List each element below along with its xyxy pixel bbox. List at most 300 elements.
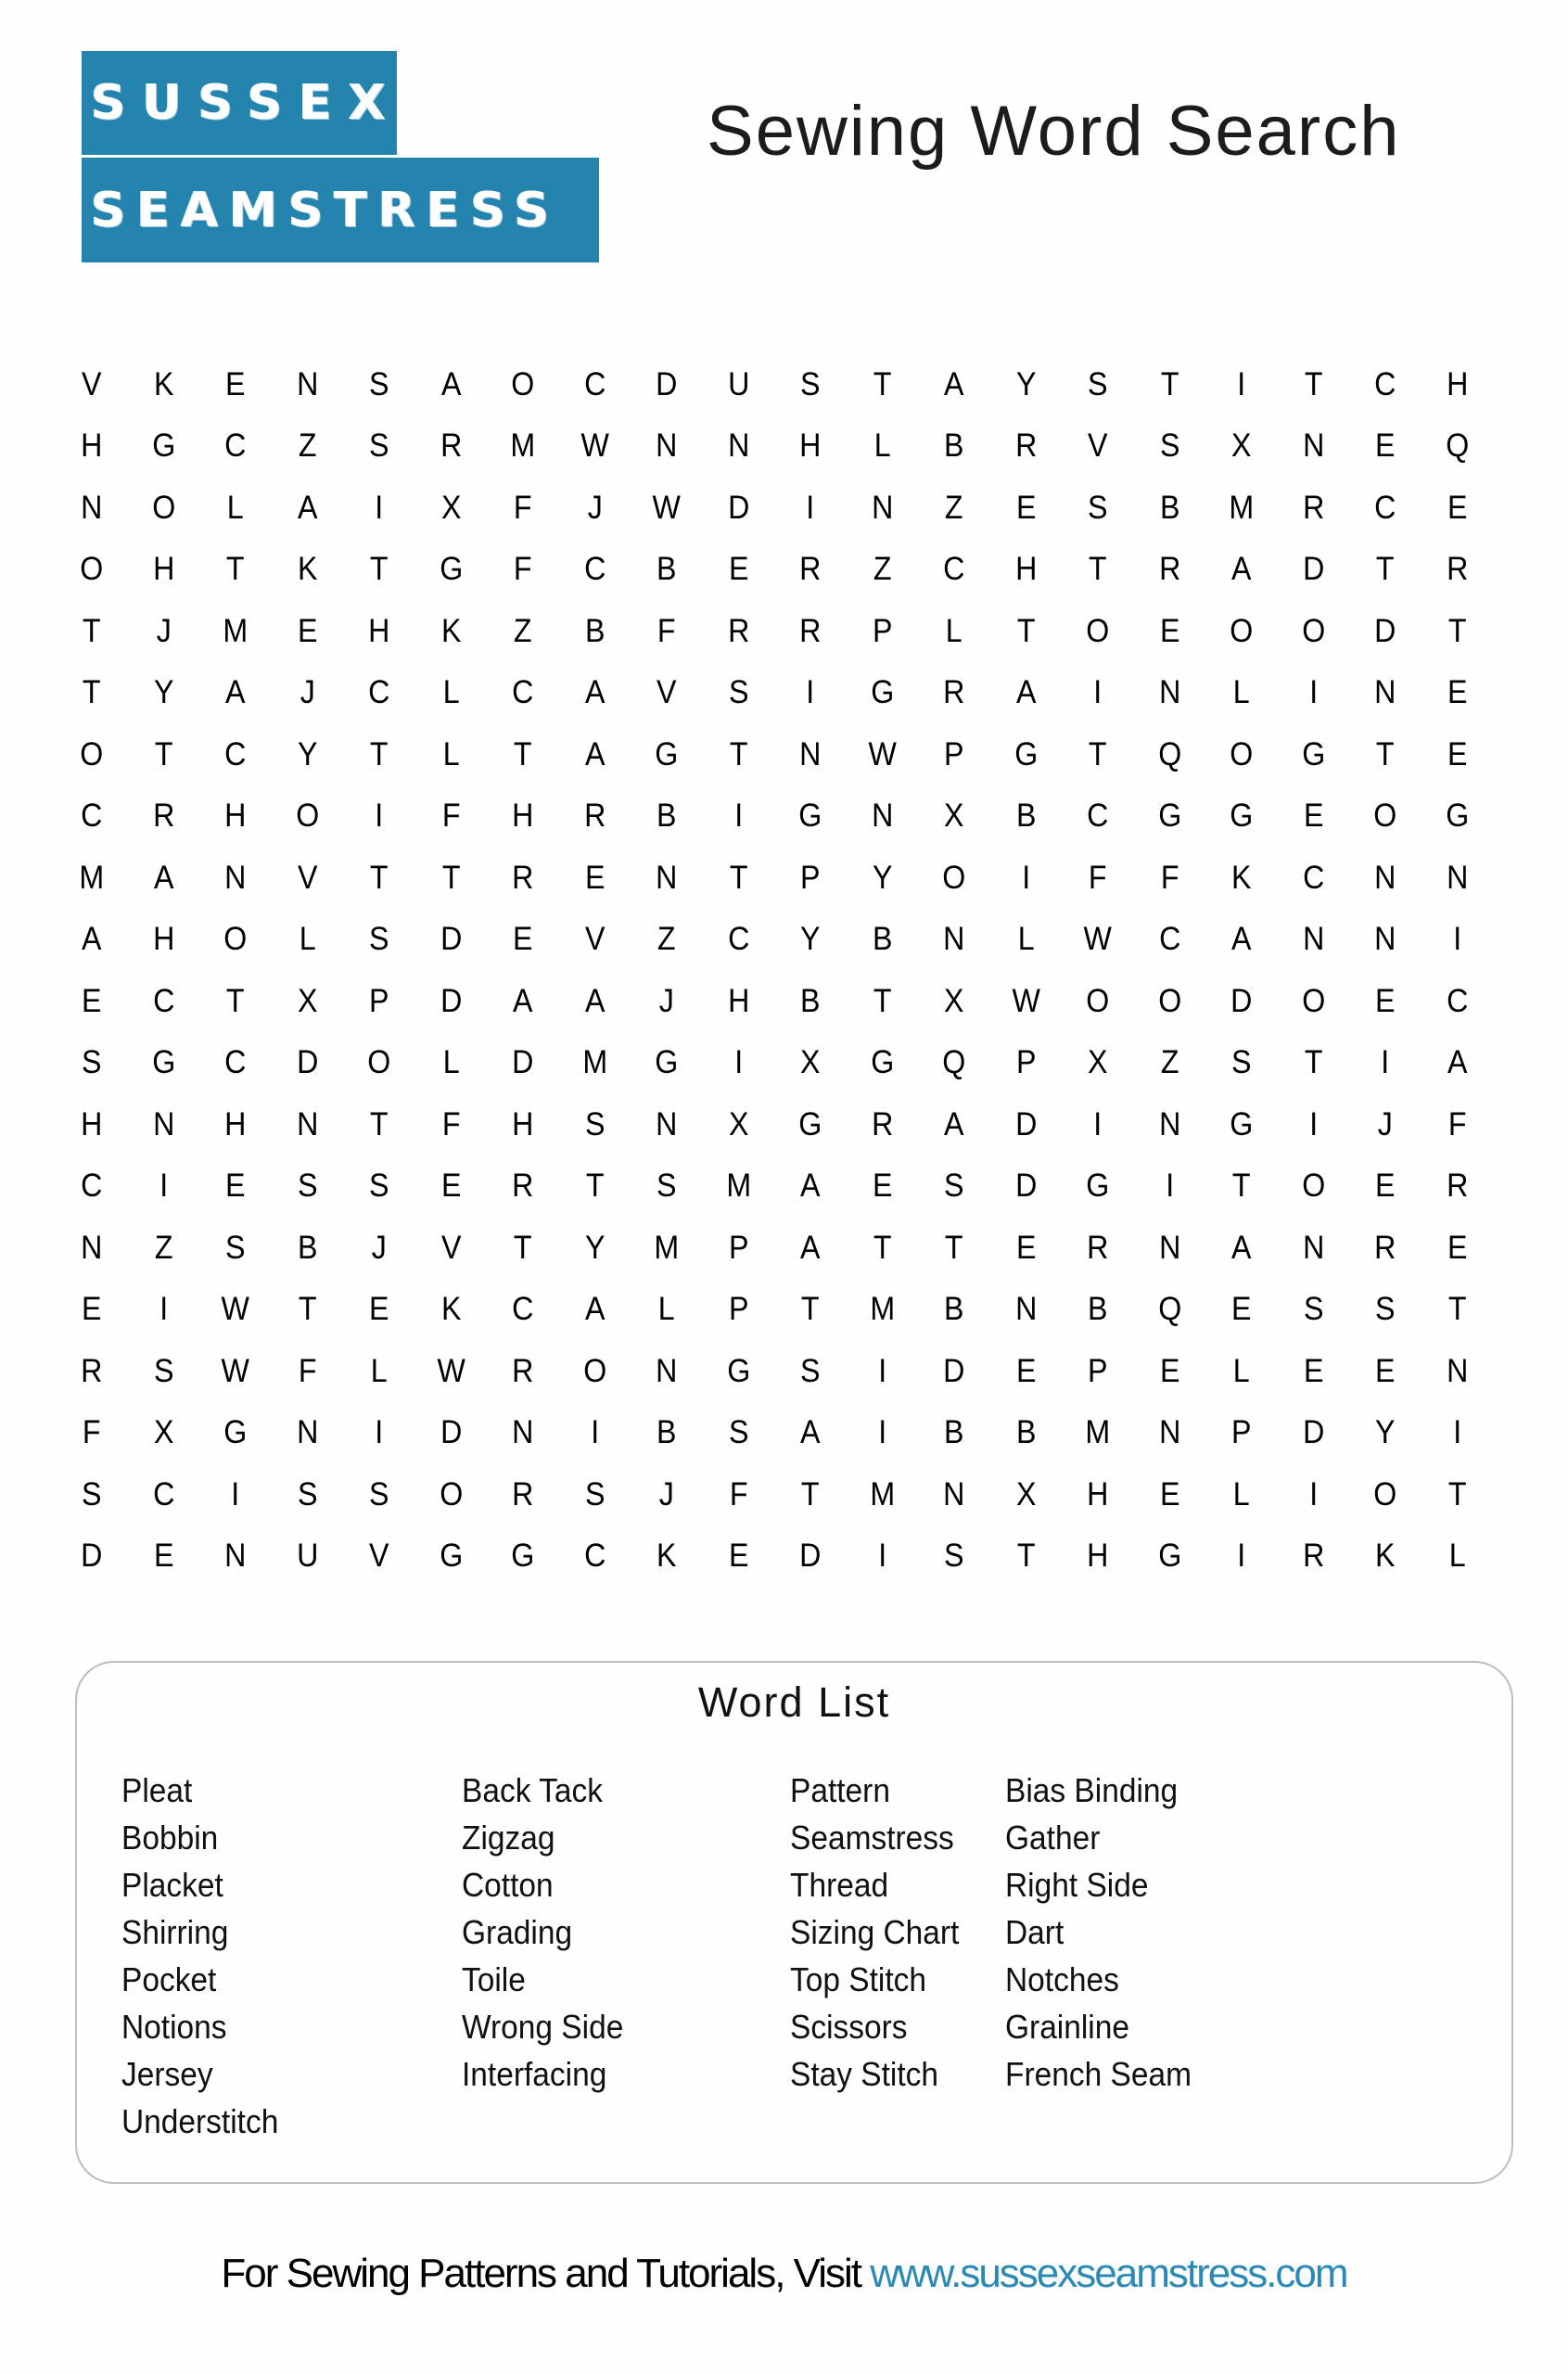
grid-cell[interactable]: G xyxy=(1301,735,1325,772)
grid-cell[interactable]: O xyxy=(511,365,535,402)
grid-cell[interactable]: S xyxy=(1230,1044,1252,1081)
grid-cell[interactable]: C xyxy=(224,428,247,465)
grid-cell[interactable]: C xyxy=(224,735,247,772)
grid-cell[interactable]: C xyxy=(512,1291,534,1328)
grid-cell[interactable]: B xyxy=(584,612,605,649)
grid-cell[interactable]: D xyxy=(943,1352,965,1389)
grid-cell[interactable]: L xyxy=(226,489,244,526)
grid-cell[interactable]: Y xyxy=(297,735,317,772)
grid-cell[interactable]: G xyxy=(870,1044,894,1081)
grid-cell[interactable]: O xyxy=(295,798,319,835)
grid-cell[interactable]: R xyxy=(81,1352,103,1389)
grid-cell[interactable]: E xyxy=(1159,612,1179,649)
grid-cell[interactable]: T xyxy=(1088,735,1107,772)
grid-cell[interactable]: F xyxy=(298,1352,317,1389)
grid-cell[interactable]: K xyxy=(1374,1538,1396,1575)
grid-cell[interactable]: O xyxy=(80,735,104,772)
grid-cell[interactable]: Q xyxy=(942,1044,966,1081)
grid-cell[interactable]: S xyxy=(584,1475,605,1512)
grid-cell[interactable]: T xyxy=(944,1229,963,1266)
grid-cell[interactable]: W xyxy=(652,489,681,526)
grid-cell[interactable]: T xyxy=(225,551,245,588)
grid-cell[interactable]: I xyxy=(1452,921,1461,958)
grid-cell[interactable]: C xyxy=(81,798,103,835)
grid-cell[interactable]: N xyxy=(296,1105,318,1142)
grid-cell[interactable]: N xyxy=(296,365,318,402)
grid-cell[interactable]: J xyxy=(300,674,315,711)
grid-cell[interactable]: E xyxy=(1374,428,1396,465)
grid-cell[interactable]: S xyxy=(656,1168,677,1205)
grid-cell[interactable]: C xyxy=(368,674,390,711)
grid-cell[interactable]: A xyxy=(1230,551,1252,588)
grid-cell[interactable]: H xyxy=(1446,365,1468,402)
grid-cell[interactable]: J xyxy=(658,982,674,1019)
grid-cell[interactable]: T xyxy=(82,612,101,649)
grid-cell[interactable]: N xyxy=(1302,921,1324,958)
grid-cell[interactable]: G xyxy=(798,1105,822,1142)
grid-cell[interactable]: F xyxy=(1160,859,1179,896)
grid-cell[interactable]: I xyxy=(877,1352,886,1389)
grid-cell[interactable]: I xyxy=(1308,1475,1318,1512)
grid-cell[interactable]: G xyxy=(223,1414,248,1451)
grid-cell[interactable]: O xyxy=(1230,612,1254,649)
grid-cell[interactable]: H xyxy=(152,921,174,958)
grid-cell[interactable]: E xyxy=(224,1168,246,1205)
grid-cell[interactable]: I xyxy=(877,1414,886,1451)
grid-cell[interactable]: O xyxy=(223,921,248,958)
grid-cell[interactable]: K xyxy=(153,365,173,402)
grid-cell[interactable]: Y xyxy=(872,859,892,896)
grid-cell[interactable]: W xyxy=(221,1291,249,1328)
grid-cell[interactable]: X xyxy=(728,1105,748,1142)
grid-cell[interactable]: V xyxy=(1087,428,1108,465)
grid-cell[interactable]: S xyxy=(368,1475,389,1512)
grid-cell[interactable]: B xyxy=(943,1291,964,1328)
grid-cell[interactable]: P xyxy=(1087,1352,1108,1389)
grid-cell[interactable]: T xyxy=(1447,1475,1467,1512)
grid-cell[interactable]: I xyxy=(1308,674,1318,711)
grid-cell[interactable]: S xyxy=(297,1475,317,1512)
grid-cell[interactable]: H xyxy=(81,428,103,465)
grid-cell[interactable]: P xyxy=(872,612,892,649)
grid-cell[interactable]: N xyxy=(1014,1291,1037,1328)
grid-cell[interactable]: O xyxy=(439,1475,463,1512)
grid-cell[interactable]: L xyxy=(442,735,460,772)
grid-cell[interactable]: A xyxy=(799,1414,821,1451)
grid-cell[interactable]: P xyxy=(728,1291,748,1328)
grid-cell[interactable]: R xyxy=(1302,489,1324,526)
grid-cell[interactable]: S xyxy=(368,365,389,402)
grid-cell[interactable]: T xyxy=(1016,1538,1036,1575)
grid-cell[interactable]: E xyxy=(81,982,102,1019)
grid-cell[interactable]: I xyxy=(590,1414,599,1451)
grid-cell[interactable]: N xyxy=(871,489,893,526)
grid-cell[interactable]: K xyxy=(656,1538,677,1575)
grid-cell[interactable]: Z xyxy=(944,489,963,526)
grid-cell[interactable]: C xyxy=(1374,489,1396,526)
grid-cell[interactable]: S xyxy=(81,1044,102,1081)
grid-cell[interactable]: T xyxy=(1375,735,1395,772)
grid-cell[interactable]: B xyxy=(656,798,677,835)
grid-cell[interactable]: T xyxy=(800,1475,820,1512)
grid-cell[interactable]: E xyxy=(297,612,317,649)
grid-cell[interactable]: E xyxy=(512,921,533,958)
grid-cell[interactable]: T xyxy=(729,735,748,772)
grid-cell[interactable]: P xyxy=(368,982,389,1019)
grid-cell[interactable]: E xyxy=(1374,982,1396,1019)
grid-cell[interactable]: W xyxy=(1083,921,1112,958)
grid-cell[interactable]: I xyxy=(375,1414,384,1451)
grid-cell[interactable]: H xyxy=(799,428,822,465)
grid-cell[interactable]: T xyxy=(1160,365,1179,402)
grid-cell[interactable]: S xyxy=(224,1229,246,1266)
grid-cell[interactable]: E xyxy=(1447,735,1467,772)
grid-cell[interactable]: M xyxy=(869,1475,895,1512)
grid-cell[interactable]: I xyxy=(159,1291,168,1328)
grid-cell[interactable]: L xyxy=(1232,1352,1250,1389)
grid-cell[interactable]: G xyxy=(439,1538,463,1575)
grid-cell[interactable]: F xyxy=(441,1105,461,1142)
grid-cell[interactable]: O xyxy=(1301,612,1325,649)
grid-cell[interactable]: L xyxy=(370,1352,388,1389)
grid-cell[interactable]: E xyxy=(1447,1229,1467,1266)
grid-cell[interactable]: V xyxy=(297,859,317,896)
grid-cell[interactable]: N xyxy=(656,1105,678,1142)
grid-cell[interactable]: B xyxy=(656,1414,677,1451)
grid-cell[interactable]: J xyxy=(156,612,172,649)
grid-cell[interactable]: G xyxy=(1157,798,1181,835)
grid-cell[interactable]: I xyxy=(1021,859,1030,896)
grid-cell[interactable]: S xyxy=(1159,428,1179,465)
grid-cell[interactable]: G xyxy=(1086,1168,1110,1205)
grid-cell[interactable]: E xyxy=(1159,1475,1179,1512)
grid-cell[interactable]: N xyxy=(1302,428,1324,465)
grid-cell[interactable]: G xyxy=(151,1044,175,1081)
grid-cell[interactable]: N xyxy=(1446,1352,1468,1389)
grid-cell[interactable]: B xyxy=(297,1229,317,1266)
grid-cell[interactable]: Z xyxy=(298,428,317,465)
grid-cell[interactable]: D xyxy=(1302,1414,1324,1451)
grid-cell[interactable]: I xyxy=(231,1475,240,1512)
grid-cell[interactable]: R xyxy=(512,859,534,896)
grid-cell[interactable]: L xyxy=(657,1291,675,1328)
grid-cell[interactable]: R xyxy=(871,1105,893,1142)
grid-cell[interactable]: T xyxy=(1375,551,1395,588)
grid-cell[interactable]: C xyxy=(943,551,965,588)
grid-cell[interactable]: H xyxy=(512,798,534,835)
grid-cell[interactable]: P xyxy=(1015,1044,1036,1081)
grid-cell[interactable]: J xyxy=(371,1229,387,1266)
grid-cell[interactable]: S xyxy=(1087,489,1108,526)
grid-cell[interactable]: V xyxy=(368,1538,389,1575)
grid-cell[interactable]: I xyxy=(1237,1538,1246,1575)
grid-cell[interactable]: E xyxy=(872,1168,892,1205)
grid-cell[interactable]: X xyxy=(297,982,317,1019)
grid-cell[interactable]: Y xyxy=(1374,1414,1396,1451)
grid-cell[interactable]: G xyxy=(1157,1538,1181,1575)
grid-cell[interactable]: T xyxy=(225,982,245,1019)
grid-cell[interactable]: T xyxy=(513,1229,532,1266)
grid-cell[interactable]: N xyxy=(943,1475,965,1512)
grid-cell[interactable]: B xyxy=(872,921,892,958)
grid-cell[interactable]: V xyxy=(584,921,605,958)
grid-cell[interactable]: N xyxy=(296,1414,318,1451)
grid-cell[interactable]: I xyxy=(375,798,384,835)
grid-cell[interactable]: T xyxy=(1447,612,1467,649)
grid-cell[interactable]: G xyxy=(655,735,679,772)
grid-cell[interactable]: D xyxy=(1014,1168,1037,1205)
grid-cell[interactable]: M xyxy=(510,428,536,465)
grid-cell[interactable]: S xyxy=(368,921,389,958)
grid-cell[interactable]: A xyxy=(1230,921,1252,958)
grid-cell[interactable]: H xyxy=(224,1105,247,1142)
grid-cell[interactable]: D xyxy=(512,1044,534,1081)
grid-cell[interactable]: R xyxy=(1446,1168,1468,1205)
grid-cell[interactable]: R xyxy=(1087,1229,1109,1266)
grid-cell[interactable]: B xyxy=(799,982,821,1019)
grid-cell[interactable]: G xyxy=(655,1044,679,1081)
grid-cell[interactable]: T xyxy=(369,859,389,896)
grid-cell[interactable]: N xyxy=(1158,1105,1180,1142)
grid-cell[interactable]: T xyxy=(585,1168,605,1205)
grid-cell[interactable]: A xyxy=(81,921,102,958)
grid-cell[interactable]: M xyxy=(869,1291,895,1328)
grid-cell[interactable]: T xyxy=(369,1105,389,1142)
grid-cell[interactable]: I xyxy=(159,1168,168,1205)
grid-cell[interactable]: D xyxy=(1374,612,1396,649)
grid-cell[interactable]: Q xyxy=(1157,1291,1181,1328)
grid-cell[interactable]: E xyxy=(584,859,605,896)
grid-cell[interactable]: T xyxy=(729,859,748,896)
grid-cell[interactable]: K xyxy=(1230,859,1252,896)
grid-cell[interactable]: G xyxy=(151,428,175,465)
grid-cell[interactable]: L xyxy=(442,1044,460,1081)
grid-cell[interactable]: G xyxy=(798,798,822,835)
grid-cell[interactable]: H xyxy=(81,1105,103,1142)
grid-cell[interactable]: S xyxy=(1303,1291,1323,1328)
grid-cell[interactable]: T xyxy=(1447,1291,1467,1328)
grid-cell[interactable]: O xyxy=(80,551,104,588)
grid-cell[interactable]: X xyxy=(943,798,964,835)
grid-cell[interactable]: S xyxy=(584,1105,605,1142)
grid-cell[interactable]: C xyxy=(1158,921,1180,958)
grid-cell[interactable]: J xyxy=(1377,1105,1393,1142)
grid-cell[interactable]: E xyxy=(1015,1352,1036,1389)
grid-cell[interactable]: H xyxy=(1087,1538,1109,1575)
grid-cell[interactable]: S xyxy=(368,1168,389,1205)
grid-cell[interactable]: D xyxy=(727,489,749,526)
grid-cell[interactable]: F xyxy=(729,1475,748,1512)
grid-cell[interactable]: F xyxy=(441,798,461,835)
grid-cell[interactable]: E xyxy=(1447,489,1467,526)
grid-cell[interactable]: O xyxy=(1373,798,1397,835)
grid-cell[interactable]: J xyxy=(587,489,603,526)
grid-cell[interactable]: T xyxy=(82,674,101,711)
grid-cell[interactable]: R xyxy=(799,612,822,649)
grid-cell[interactable]: F xyxy=(1088,859,1107,896)
grid-cell[interactable]: Y xyxy=(799,921,821,958)
grid-cell[interactable]: T xyxy=(873,365,892,402)
grid-cell[interactable]: I xyxy=(733,1044,743,1081)
grid-cell[interactable]: R xyxy=(152,798,174,835)
grid-cell[interactable]: C xyxy=(81,1168,103,1205)
grid-cell[interactable]: S xyxy=(799,1352,821,1389)
grid-cell[interactable]: E xyxy=(368,1291,389,1328)
grid-cell[interactable]: O xyxy=(367,1044,391,1081)
grid-cell[interactable]: E xyxy=(1303,798,1323,835)
grid-cell[interactable]: S xyxy=(728,674,748,711)
grid-cell[interactable]: T xyxy=(513,735,532,772)
grid-cell[interactable]: N xyxy=(81,489,103,526)
grid-cell[interactable]: E xyxy=(153,1538,173,1575)
grid-cell[interactable]: T xyxy=(800,1291,820,1328)
grid-cell[interactable]: E xyxy=(81,1291,102,1328)
grid-cell[interactable]: W xyxy=(437,1352,465,1389)
grid-cell[interactable]: D xyxy=(296,1044,318,1081)
grid-cell[interactable]: S xyxy=(1374,1291,1396,1328)
grid-cell[interactable]: X xyxy=(1230,428,1252,465)
grid-cell[interactable]: M xyxy=(1229,489,1255,526)
grid-cell[interactable]: N xyxy=(1158,1229,1180,1266)
grid-cell[interactable]: M xyxy=(223,612,249,649)
grid-cell[interactable]: Z xyxy=(1160,1044,1179,1081)
grid-cell[interactable]: A xyxy=(512,982,533,1019)
grid-cell[interactable]: C xyxy=(583,551,606,588)
grid-cell[interactable]: M xyxy=(654,1229,680,1266)
grid-cell[interactable]: H xyxy=(1087,1475,1109,1512)
grid-cell[interactable]: N xyxy=(656,428,678,465)
grid-cell[interactable]: O xyxy=(1157,982,1181,1019)
grid-cell[interactable]: O xyxy=(582,1352,606,1389)
grid-cell[interactable]: K xyxy=(440,612,461,649)
grid-cell[interactable]: R xyxy=(1446,551,1468,588)
grid-cell[interactable]: T xyxy=(298,1291,317,1328)
grid-cell[interactable]: N xyxy=(799,735,822,772)
grid-cell[interactable]: D xyxy=(1230,982,1253,1019)
grid-cell[interactable]: H xyxy=(1014,551,1037,588)
grid-cell[interactable]: P xyxy=(799,859,821,896)
grid-cell[interactable]: C xyxy=(1302,859,1324,896)
grid-cell[interactable]: T xyxy=(154,735,173,772)
grid-cell[interactable]: E xyxy=(440,1168,461,1205)
grid-cell[interactable]: Y xyxy=(1015,365,1036,402)
grid-cell[interactable]: C xyxy=(1087,798,1109,835)
grid-cell[interactable]: T xyxy=(873,982,892,1019)
grid-cell[interactable]: Y xyxy=(584,1229,605,1266)
website-link[interactable]: www.sussexseamstress.com xyxy=(870,2251,1347,2296)
grid-cell[interactable]: D xyxy=(799,1538,822,1575)
grid-cell[interactable]: F xyxy=(82,1414,101,1451)
grid-cell[interactable]: S xyxy=(799,365,821,402)
grid-cell[interactable]: S xyxy=(728,1414,748,1451)
grid-cell[interactable]: Z xyxy=(873,551,892,588)
grid-cell[interactable]: A xyxy=(153,859,173,896)
grid-cell[interactable]: Q xyxy=(1445,428,1469,465)
grid-cell[interactable]: A xyxy=(1015,674,1036,711)
grid-cell[interactable]: E xyxy=(728,1538,748,1575)
grid-cell[interactable]: R xyxy=(1014,428,1037,465)
grid-cell[interactable]: E xyxy=(224,365,246,402)
grid-cell[interactable]: E xyxy=(1015,1229,1036,1266)
grid-cell[interactable]: V xyxy=(440,1229,461,1266)
grid-cell[interactable]: N xyxy=(1374,921,1396,958)
grid-cell[interactable]: S xyxy=(368,428,389,465)
grid-cell[interactable]: E xyxy=(1159,1352,1179,1389)
grid-cell[interactable]: M xyxy=(725,1168,751,1205)
grid-cell[interactable]: O xyxy=(1086,982,1110,1019)
grid-cell[interactable]: N xyxy=(1158,674,1180,711)
grid-cell[interactable]: G xyxy=(726,1352,750,1389)
grid-cell[interactable]: W xyxy=(221,1352,249,1389)
grid-cell[interactable]: E xyxy=(1374,1352,1396,1389)
grid-cell[interactable]: W xyxy=(580,428,609,465)
grid-cell[interactable]: R xyxy=(512,1352,534,1389)
grid-cell[interactable]: B xyxy=(1015,1414,1036,1451)
grid-cell[interactable]: D xyxy=(440,921,462,958)
grid-cell[interactable]: A xyxy=(584,674,605,711)
grid-cell[interactable]: W xyxy=(1012,982,1040,1019)
grid-cell[interactable]: A xyxy=(224,674,246,711)
grid-cell[interactable]: W xyxy=(868,735,897,772)
grid-cell[interactable]: A xyxy=(584,982,605,1019)
grid-cell[interactable]: G xyxy=(1013,735,1038,772)
grid-cell[interactable]: I xyxy=(806,489,815,526)
grid-cell[interactable]: N xyxy=(1374,859,1396,896)
grid-cell[interactable]: N xyxy=(1158,1414,1180,1451)
grid-cell[interactable]: O xyxy=(1301,1168,1325,1205)
grid-cell[interactable]: I xyxy=(1308,1105,1318,1142)
grid-cell[interactable]: P xyxy=(1230,1414,1252,1451)
grid-cell[interactable]: V xyxy=(656,674,677,711)
grid-cell[interactable]: S xyxy=(81,1475,102,1512)
grid-cell[interactable]: H xyxy=(224,798,247,835)
grid-cell[interactable]: G xyxy=(1230,798,1254,835)
grid-cell[interactable]: H xyxy=(368,612,390,649)
grid-cell[interactable]: X xyxy=(153,1414,173,1451)
grid-cell[interactable]: E xyxy=(728,551,748,588)
grid-cell[interactable]: C xyxy=(152,982,174,1019)
grid-cell[interactable]: T xyxy=(369,735,389,772)
grid-cell[interactable]: A xyxy=(943,1105,964,1142)
grid-cell[interactable]: T xyxy=(1304,1044,1323,1081)
grid-cell[interactable]: I xyxy=(1093,1105,1103,1142)
grid-cell[interactable]: R xyxy=(512,1168,534,1205)
grid-cell[interactable]: M xyxy=(1085,1414,1111,1451)
grid-cell[interactable]: V xyxy=(81,365,102,402)
grid-cell[interactable]: X xyxy=(1015,1475,1036,1512)
grid-cell[interactable]: T xyxy=(1231,1168,1251,1205)
grid-cell[interactable]: S xyxy=(943,1168,964,1205)
grid-cell[interactable]: C xyxy=(727,921,749,958)
grid-cell[interactable]: A xyxy=(799,1168,821,1205)
grid-cell[interactable]: A xyxy=(799,1229,821,1266)
grid-cell[interactable]: B xyxy=(1159,489,1179,526)
grid-cell[interactable]: F xyxy=(657,612,676,649)
grid-cell[interactable]: L xyxy=(1232,1475,1250,1512)
grid-cell[interactable]: I xyxy=(1165,1168,1174,1205)
grid-cell[interactable]: L xyxy=(442,674,460,711)
grid-cell[interactable]: E xyxy=(1015,489,1036,526)
grid-cell[interactable]: D xyxy=(81,1538,103,1575)
grid-cell[interactable]: U xyxy=(296,1538,318,1575)
grid-cell[interactable]: E xyxy=(1374,1168,1396,1205)
grid-cell[interactable]: A xyxy=(440,365,461,402)
grid-cell[interactable]: N xyxy=(656,1352,678,1389)
grid-cell[interactable]: G xyxy=(1230,1105,1254,1142)
grid-cell[interactable]: I xyxy=(806,674,815,711)
grid-cell[interactable]: H xyxy=(727,982,749,1019)
grid-cell[interactable]: H xyxy=(152,551,174,588)
